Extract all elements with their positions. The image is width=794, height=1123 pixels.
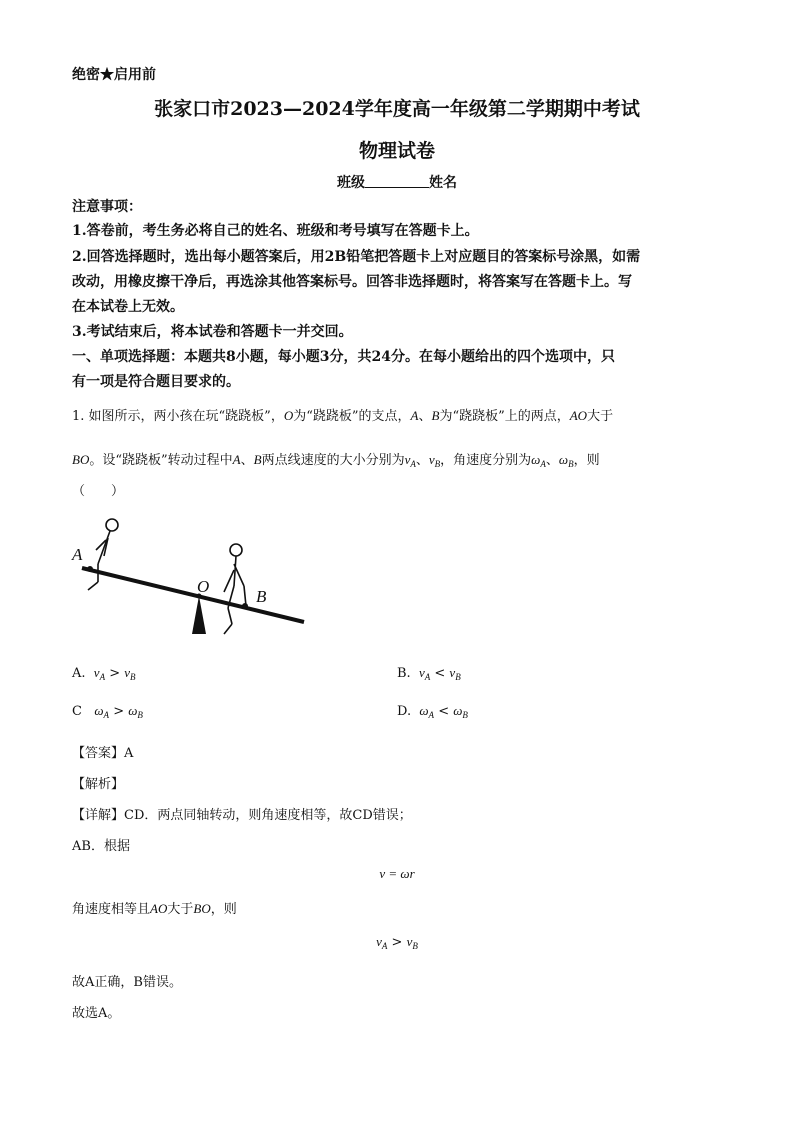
figure-label-a: A: [72, 545, 83, 564]
q1-vB: $v_B$: [428, 452, 441, 469]
q1-wB: $\omega_B$: [558, 452, 574, 469]
q1-text: 、: [418, 409, 432, 424]
option-c[interactable]: C $\omega_A > \omega_B$: [72, 703, 143, 720]
seesaw-plank: [82, 568, 304, 622]
q1-vA: $v_A$: [404, 452, 416, 469]
detail-line: 【详解】CD．两点同轴转动，则角速度相等，故CD错误；: [72, 808, 412, 823]
exam-subtitle: 物理试卷: [358, 140, 435, 162]
option-c-label: C: [72, 704, 82, 719]
q1-text: 1. 如图所示，两小孩在玩“跷跷板”，: [72, 409, 284, 424]
q1-text: 。设“跷跷板”转动过程中: [89, 453, 233, 468]
name-label: 姓名: [429, 175, 457, 191]
q1-var-B: B: [431, 408, 440, 423]
q1-var-AO: AO: [569, 408, 588, 423]
notice-item-2-line-2: 改动，用橡皮擦干净后，再选涂其他答案标号。回答非选择题时，将答案写在答题卡上。写: [72, 274, 632, 290]
q1-var-B: B: [253, 452, 262, 467]
q1-text: 为“跷跷板”上的两点，: [439, 409, 570, 424]
option-b[interactable]: B. $v_A < v_B$: [397, 665, 461, 682]
exam-title: 张家口市2023—2024学年度高一年级第二学期期中考试: [154, 98, 640, 120]
seesaw-figure: [68, 512, 318, 640]
figure-label-o: O: [197, 577, 210, 596]
q1-var-O: O: [283, 408, 294, 423]
option-b-label: B.: [397, 666, 411, 681]
reason-line: 角速度相等且AO大于BO，则: [72, 901, 237, 917]
notice-item-2-line-3: 在本试卷上无效。: [72, 299, 184, 315]
ab-line: AB．根据: [72, 839, 130, 854]
q1-text: 、: [545, 453, 559, 468]
q1-text: ，角速度分别为: [440, 453, 532, 468]
class-name-line: [0, 172, 794, 192]
q1-text: 为“跷跷板”的支点，: [293, 409, 411, 424]
analysis-label: 【解析】: [72, 777, 125, 792]
option-a-label: A.: [72, 666, 86, 681]
q1-var-A: A: [232, 452, 241, 467]
confidential-label: 绝密★启用前: [72, 67, 156, 83]
question-1-line-1: [72, 405, 613, 424]
q1-text: 、: [240, 453, 254, 468]
question-1-line-2: [72, 449, 600, 469]
q1-var-A: A: [410, 408, 419, 423]
section-1-line-2: 有一项是符合题目要求的。: [72, 374, 240, 390]
seesaw-fulcrum: [192, 596, 206, 634]
final-answer-line: 故选A。: [72, 1006, 121, 1021]
option-d-label: D.: [397, 704, 412, 719]
formula-v-omega-r: v = ωr: [379, 866, 415, 881]
notice-heading: 注意事项：: [72, 199, 142, 215]
q1-text: ，则: [573, 453, 600, 468]
result-formula: $v_A > v_B$: [376, 934, 418, 951]
option-a[interactable]: A. $v_A > v_B$: [72, 665, 136, 682]
notice-item-1: 1.答卷前，考生务必将自己的姓名、班级和考号填写在答题卡上。: [72, 223, 479, 239]
q1-text: 大于: [587, 409, 614, 424]
section-1-line-1: 一、单项选择题：本题共8小题，每小题3分，共24分。在每小题给出的四个选项中，只: [72, 349, 615, 365]
figure-label-b: B: [256, 587, 267, 606]
answer-line: 【答案】A: [72, 746, 134, 761]
class-label: 班级: [337, 175, 365, 191]
conclusion-line: 故A正确，B错误。: [72, 975, 182, 990]
option-d[interactable]: D. $\omega_A < \omega_B$: [397, 703, 468, 720]
child-b-head: [230, 544, 242, 556]
q1-var-BO: BO: [72, 452, 90, 467]
class-blank: [365, 173, 429, 188]
notice-item-2-line-1: 2.回答选择题时，选出每小题答案后，用2B铅笔把答题卡上对应题目的答案标号涂黑，如需: [72, 249, 641, 265]
q1-text: 、: [415, 453, 429, 468]
question-1-answer-bracket: （ ）: [72, 484, 125, 499]
q1-text: 两点线速度的大小分别为: [261, 453, 405, 468]
q1-wA: $\omega_A$: [531, 452, 546, 469]
notice-item-3: 3.考试结束后，将本试卷和答题卡一并交回。: [72, 324, 353, 340]
child-a-head: [106, 519, 118, 531]
